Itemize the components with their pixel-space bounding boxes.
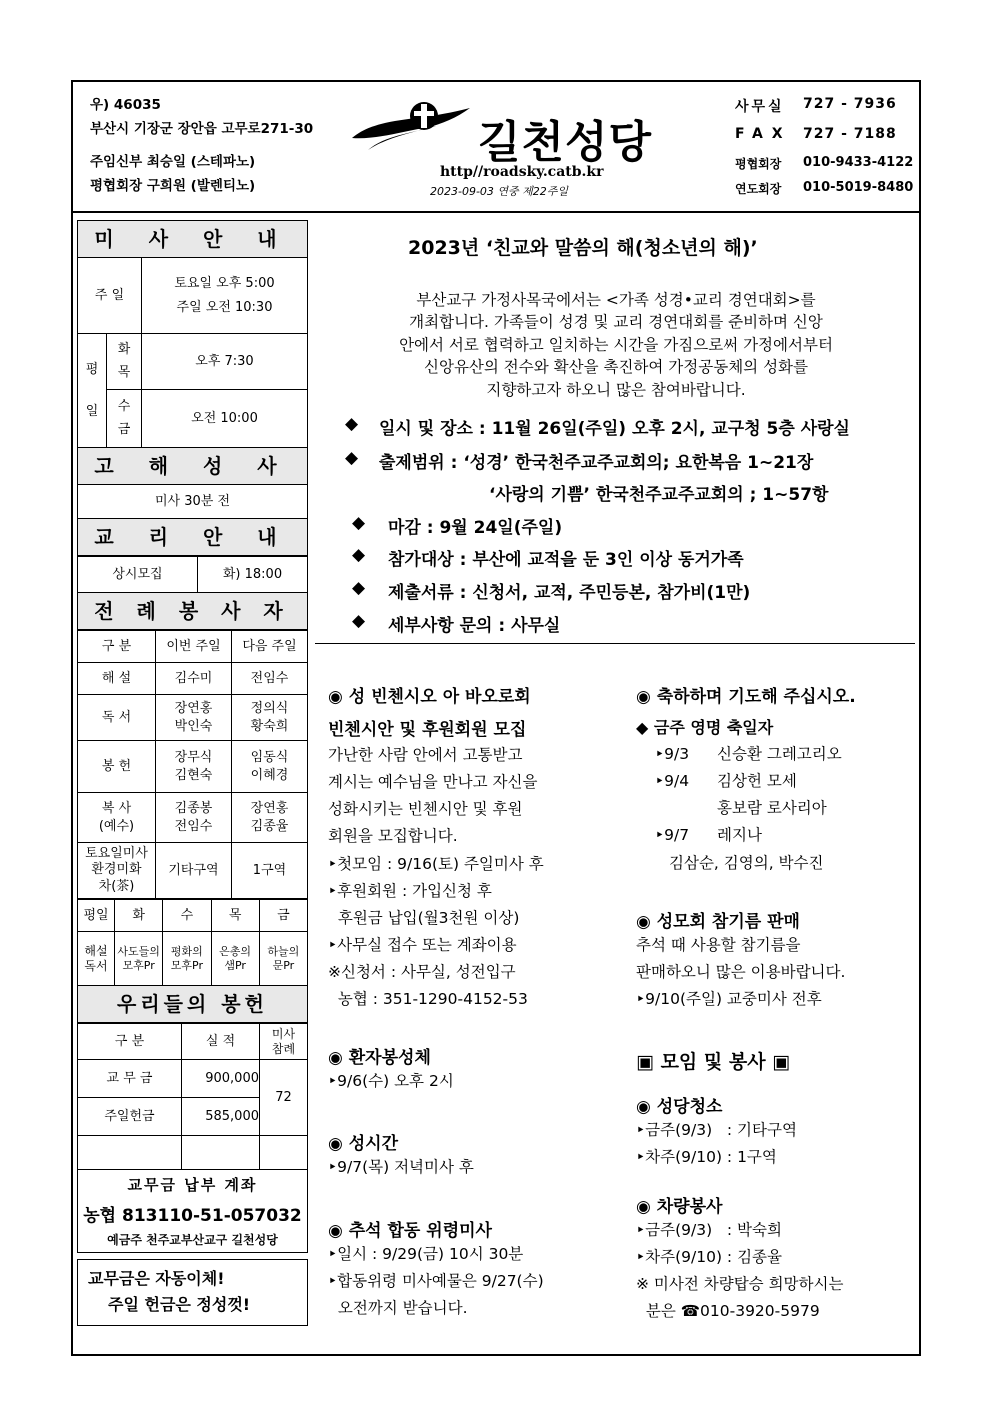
vincent-text10: 농협 : 351-1290-4152-53 bbox=[328, 990, 528, 1009]
offering-table bbox=[77, 1023, 308, 1170]
contest-documents: 제출서류 : 신청서, 교적, 주민등본, 참가비(1만) bbox=[388, 583, 751, 603]
church-logo-icon bbox=[348, 96, 478, 160]
main-title: 2023년 ‘친교와 말씀의 해(청소년의 해)’ bbox=[408, 237, 758, 259]
intro-line1: 부산교구 가정사목국에서는 <가족 성경•교리 경연대회>를 bbox=[416, 291, 816, 309]
reading-this-1: 장연홍 bbox=[174, 700, 213, 716]
vincent-section bbox=[328, 682, 544, 1013]
feast-name3: 홍보람 bbox=[717, 799, 762, 818]
contest-datetime: 일시 및 장소 : 11월 26일(주일) 오후 2시, 교구청 5층 사랑실 bbox=[379, 419, 850, 439]
holyhour-title: ◉ 성시간 bbox=[328, 1134, 399, 1154]
intro-line3: 안에서 서로 협력하고 일치하는 시간을 가짐으로써 가정에서부터 bbox=[399, 335, 833, 354]
server-next-1: 장연홍 bbox=[250, 800, 289, 816]
weekday-label-1: 평 bbox=[85, 361, 99, 377]
reading-next-2: 황숙희 bbox=[250, 718, 289, 734]
oil-text2: 판매하오니 많은 이용바랍니다. bbox=[636, 963, 846, 982]
council-phone: 010-9433-4122 bbox=[803, 155, 914, 170]
wed-label: 수 bbox=[117, 399, 131, 415]
oil-text1: 추석 때 사용할 참기름을 bbox=[636, 936, 801, 954]
tue-thu-time: 오후 7:30 bbox=[142, 334, 308, 390]
vincent-text9: ※신청서 : 사무실, 성전입구 bbox=[328, 963, 516, 981]
reading-this-2: 박인숙 bbox=[174, 718, 213, 734]
feast-saint1: 그레고리오 bbox=[766, 745, 842, 763]
memorial-text2: ‣합동위령 미사예물은 9/27(수) bbox=[328, 1272, 544, 1291]
account-box bbox=[77, 1170, 308, 1253]
vincent-text1: 가난한 사람 안에서 고통받고 bbox=[328, 746, 523, 764]
section-divider bbox=[315, 643, 915, 644]
offering-h1: 구 분 bbox=[78, 1024, 182, 1060]
memorial-title: ◉ 추석 합동 위령미사 bbox=[328, 1221, 492, 1241]
vincent-text8: ‣사무실 접수 또는 계좌이용 bbox=[328, 935, 517, 954]
intro-line5: 지향하고자 하오니 많은 참여바랍니다. bbox=[486, 380, 746, 399]
feast-section bbox=[636, 682, 856, 738]
cleaning-section bbox=[636, 1092, 797, 1171]
catechism-right: 화) 18:00 bbox=[198, 557, 308, 593]
confession-title: 고 해 성 사 bbox=[78, 448, 308, 485]
role-sat-2: 환경미화 bbox=[91, 862, 142, 878]
contest-deadline: 마감 : 9월 24일(주일) bbox=[388, 518, 563, 538]
feast-date1: ‣9/3 bbox=[655, 745, 690, 763]
vincent-title1: ◉ 성 빈첸시오 아 바오로회 bbox=[328, 687, 531, 707]
vincent-text3: 성화시키는 빈첸시안 및 후원 bbox=[328, 800, 523, 819]
catechism-title: 교 리 안 내 bbox=[78, 519, 308, 556]
weekday-role-2: 독서 bbox=[84, 958, 108, 973]
offering-r2-value: 585,000 bbox=[182, 1098, 260, 1136]
tue-label: 화 bbox=[117, 342, 131, 358]
mass-table bbox=[77, 220, 308, 556]
offertory-next-2: 이혜경 bbox=[250, 767, 289, 783]
feast-date4: ‣9/7 bbox=[655, 826, 690, 845]
weekday-role-1: 해설 bbox=[84, 944, 108, 959]
fri-label: 금 bbox=[117, 421, 131, 437]
car-text4: 분은 ☎010-3920-5979 bbox=[636, 1302, 820, 1321]
memorial-text1: ‣일시 : 9/29(금) 10시 30분 bbox=[328, 1245, 524, 1263]
memorial-text3: 오전까지 받습니다. bbox=[328, 1299, 468, 1318]
group-thu-1: 은총의 bbox=[219, 945, 252, 959]
oil-title: ◉ 성모회 참기름 판매 bbox=[636, 912, 800, 932]
role-sat-1: 토요일미사 bbox=[85, 846, 148, 862]
vincent-text6: ‣후원회원 : 가입신청 후 bbox=[328, 881, 492, 900]
cleaning-text2: ‣차주(9/10) : 1구역 bbox=[636, 1148, 777, 1167]
header-divider bbox=[71, 211, 921, 213]
contest-inquiry: 세부사항 문의 : 사무실 bbox=[388, 616, 561, 636]
ministers-title: 전 례 봉 사 자 bbox=[78, 593, 308, 630]
thu-label: 목 bbox=[117, 364, 131, 380]
group-thu-2: 샘Pr bbox=[224, 958, 246, 972]
weekday-tue: 화 bbox=[115, 900, 163, 932]
youth-phone: 010-5019-8480 bbox=[803, 180, 914, 195]
sick-communion-section bbox=[328, 1043, 454, 1095]
sesame-oil-section bbox=[636, 907, 845, 1013]
group-wed-1: 평화의 bbox=[170, 945, 203, 959]
pastor: 주임신부 최승일 (스테파노) bbox=[90, 154, 256, 170]
vincent-title2: 빈첸시안 및 후원회원 모집 bbox=[328, 720, 527, 740]
vincent-text5: ‣첫모임 : 9/16(토) 주일미사 후 bbox=[328, 854, 544, 873]
offering-h3b: 참례 bbox=[271, 1041, 296, 1056]
account-number: 농협 813110-51-057032 bbox=[83, 1206, 302, 1226]
feast-name2: 김상헌 bbox=[717, 772, 762, 791]
church-title: 길천성당 bbox=[478, 117, 653, 168]
vincent-text7: 후원금 납입(월3천원 이상) bbox=[328, 908, 520, 927]
cleaning-text1: ‣금주(9/3) : 기타구역 bbox=[636, 1121, 797, 1139]
offering-r2: 주일헌금 bbox=[78, 1098, 182, 1136]
office-phone: 727 - 7936 bbox=[803, 96, 897, 112]
offering-h2: 실 적 bbox=[182, 1024, 260, 1060]
feast-saint3: 로사리아 bbox=[766, 799, 827, 818]
contest-scope-2: ‘사랑의 기쁨’ 한국천주교주교회의 ; 1~57항 bbox=[489, 485, 829, 505]
feast-list bbox=[655, 741, 842, 877]
bullet-icon: ◆ bbox=[345, 414, 359, 434]
car-text2: ‣차주(9/10) : 김종율 bbox=[636, 1248, 782, 1267]
office-label: 사무실 bbox=[735, 99, 785, 115]
vincent-text4: 회원을 모집합니다. bbox=[328, 827, 458, 846]
feast-date2: ‣9/4 bbox=[655, 772, 690, 791]
group-wed-2: 모후Pr bbox=[170, 958, 203, 972]
meeting-title: ▣ 모임 및 봉사 ▣ bbox=[636, 1051, 791, 1073]
offering-title: 우리들의 봉헌 bbox=[78, 986, 308, 1023]
sat-next: 1구역 bbox=[232, 843, 308, 899]
account-title: 교무금 납부 계좌 bbox=[127, 1176, 258, 1194]
wed-fri-time: 오전 10:00 bbox=[142, 390, 308, 448]
weekday-fri: 금 bbox=[259, 900, 307, 932]
commentary-this: 김수미 bbox=[156, 663, 232, 695]
postal-code: 우) 46035 bbox=[90, 97, 161, 113]
weekday-label-2: 일 bbox=[85, 403, 99, 419]
mass-attendance: 72 bbox=[260, 1060, 308, 1136]
weekday-thu: 목 bbox=[211, 900, 259, 932]
auto-transfer-box bbox=[77, 1259, 308, 1326]
ministers-h3: 다음 주일 bbox=[232, 631, 308, 663]
sick-text: ‣9/6(수) 오후 2시 bbox=[328, 1072, 454, 1090]
offering-r1-value: 900,000 bbox=[182, 1060, 260, 1098]
holy-hour-section bbox=[328, 1129, 474, 1181]
cleaning-title: ◉ 성당청소 bbox=[636, 1097, 723, 1117]
offertory-this-1: 장무식 bbox=[174, 749, 213, 765]
role-commentary: 해 설 bbox=[78, 663, 156, 695]
feast-title: ◉ 축하하며 기도해 주십시오. bbox=[636, 687, 856, 707]
bullet-icon: ◆ bbox=[345, 448, 359, 468]
feast-names4: 김삼순, 김영의, 박수진 bbox=[669, 853, 824, 872]
sunday-label: 주 일 bbox=[78, 258, 142, 334]
oil-text3: ‣9/10(주일) 교중미사 전후 bbox=[636, 990, 822, 1009]
vincent-text2: 계시는 예수님을 만나고 자신을 bbox=[328, 773, 538, 792]
feast-name1: 신승환 bbox=[717, 745, 762, 763]
youth-phone-label: 연도회장 bbox=[735, 182, 782, 196]
server-this-2: 전임수 bbox=[174, 818, 213, 834]
bullet-icon: ◆ bbox=[352, 578, 366, 598]
group-fri-2: 문Pr bbox=[272, 958, 295, 972]
memorial-mass-section bbox=[328, 1216, 544, 1322]
catechism-table bbox=[77, 556, 308, 630]
car-title: ◉ 차량봉사 bbox=[636, 1197, 723, 1217]
account-holder: 예금주 천주교부산교구 길천성당 bbox=[107, 1233, 278, 1247]
intro-line2: 개최합니다. 가족들이 성경 및 교리 경연대회를 준비하며 신앙 bbox=[409, 313, 823, 332]
contest-eligibility: 참가대상 : 부산에 교적을 둔 3인 이상 동거가족 bbox=[388, 550, 744, 570]
commentary-next: 전임수 bbox=[232, 663, 308, 695]
reading-next-1: 정의식 bbox=[250, 700, 289, 716]
weekday-ministers-table bbox=[77, 899, 308, 1023]
contest-scope: 출제범위 : ‘성경’ 한국천주교주교회의; 요한복음 1~21장 bbox=[379, 453, 814, 473]
role-offertory: 봉 헌 bbox=[78, 741, 156, 793]
offering-h3a: 미사 bbox=[271, 1027, 296, 1042]
offertory-next-1: 임동식 bbox=[250, 749, 289, 765]
server-next-2: 김종율 bbox=[250, 818, 289, 834]
car-service-section bbox=[636, 1192, 843, 1326]
contest-intro bbox=[318, 289, 914, 401]
role-server-sub: (예수) bbox=[98, 818, 135, 834]
role-reading: 독 서 bbox=[78, 695, 156, 741]
intro-line4: 신앙유산의 전수와 확산을 촉진하여 가정공동체의 성화를 bbox=[424, 358, 808, 377]
feast-saint2: 모세 bbox=[766, 772, 797, 791]
bullet-icon: ◆ bbox=[352, 513, 366, 533]
offertory-this-2: 김현숙 bbox=[174, 767, 213, 783]
website-url[interactable]: http//roadsky.catb.kr bbox=[440, 164, 604, 180]
ministers-h2: 이번 주일 bbox=[156, 631, 232, 663]
ministers-table bbox=[77, 630, 308, 899]
mass-title: 미 사 안 내 bbox=[78, 221, 308, 258]
role-server: 복 사 bbox=[101, 800, 132, 816]
server-this-1: 김종봉 bbox=[174, 800, 213, 816]
offering-r1: 교 무 금 bbox=[78, 1060, 182, 1098]
feast-saint4: 레지나 bbox=[717, 826, 762, 845]
fax-number: 727 - 7188 bbox=[803, 126, 897, 142]
auto-transfer-line2: 주일 헌금은 정성껏! bbox=[108, 1294, 251, 1314]
car-text3: ※ 미사전 차량탑승 희망하시는 bbox=[636, 1275, 844, 1294]
ministers-h1: 구 분 bbox=[78, 631, 156, 663]
fax-label: FAX bbox=[735, 126, 792, 142]
left-column bbox=[77, 220, 308, 1326]
weekday-head: 평일 bbox=[78, 900, 115, 932]
bulletin-date: 2023-09-03 연중 제22주일 bbox=[430, 185, 569, 198]
car-text1: ‣금주(9/3) : 박숙희 bbox=[636, 1221, 782, 1239]
feast-subtitle: ◆ 금주 영명 축일자 bbox=[636, 718, 774, 737]
council-chair: 평협회장 구희원 (발렌티노) bbox=[90, 178, 256, 194]
role-sat-3: 차(茶) bbox=[98, 878, 135, 894]
weekday-wed: 수 bbox=[163, 900, 211, 932]
address: 부산시 기장군 장안읍 고무로271-30 bbox=[90, 121, 314, 137]
sunday-time-1: 토요일 오후 5:00 bbox=[174, 276, 275, 292]
group-tue-1: 사도들의 bbox=[117, 945, 160, 959]
council-phone-label: 평협회장 bbox=[735, 157, 782, 171]
group-tue-2: 모후Pr bbox=[122, 958, 155, 972]
group-fri-1: 하늘의 bbox=[267, 945, 300, 959]
sat-this: 기타구역 bbox=[156, 843, 232, 899]
bullet-icon: ◆ bbox=[352, 611, 366, 631]
confession-time: 미사 30분 전 bbox=[78, 485, 308, 519]
sunday-time-2: 주일 오전 10:30 bbox=[176, 299, 273, 315]
auto-transfer-line1: 교무금은 자동이체! bbox=[88, 1269, 225, 1288]
catechism-left: 상시모집 bbox=[78, 557, 198, 593]
holyhour-text: ‣9/7(목) 저녁미사 후 bbox=[328, 1158, 474, 1176]
bullet-icon: ◆ bbox=[352, 545, 366, 565]
sick-title: ◉ 환자봉성체 bbox=[328, 1048, 431, 1068]
